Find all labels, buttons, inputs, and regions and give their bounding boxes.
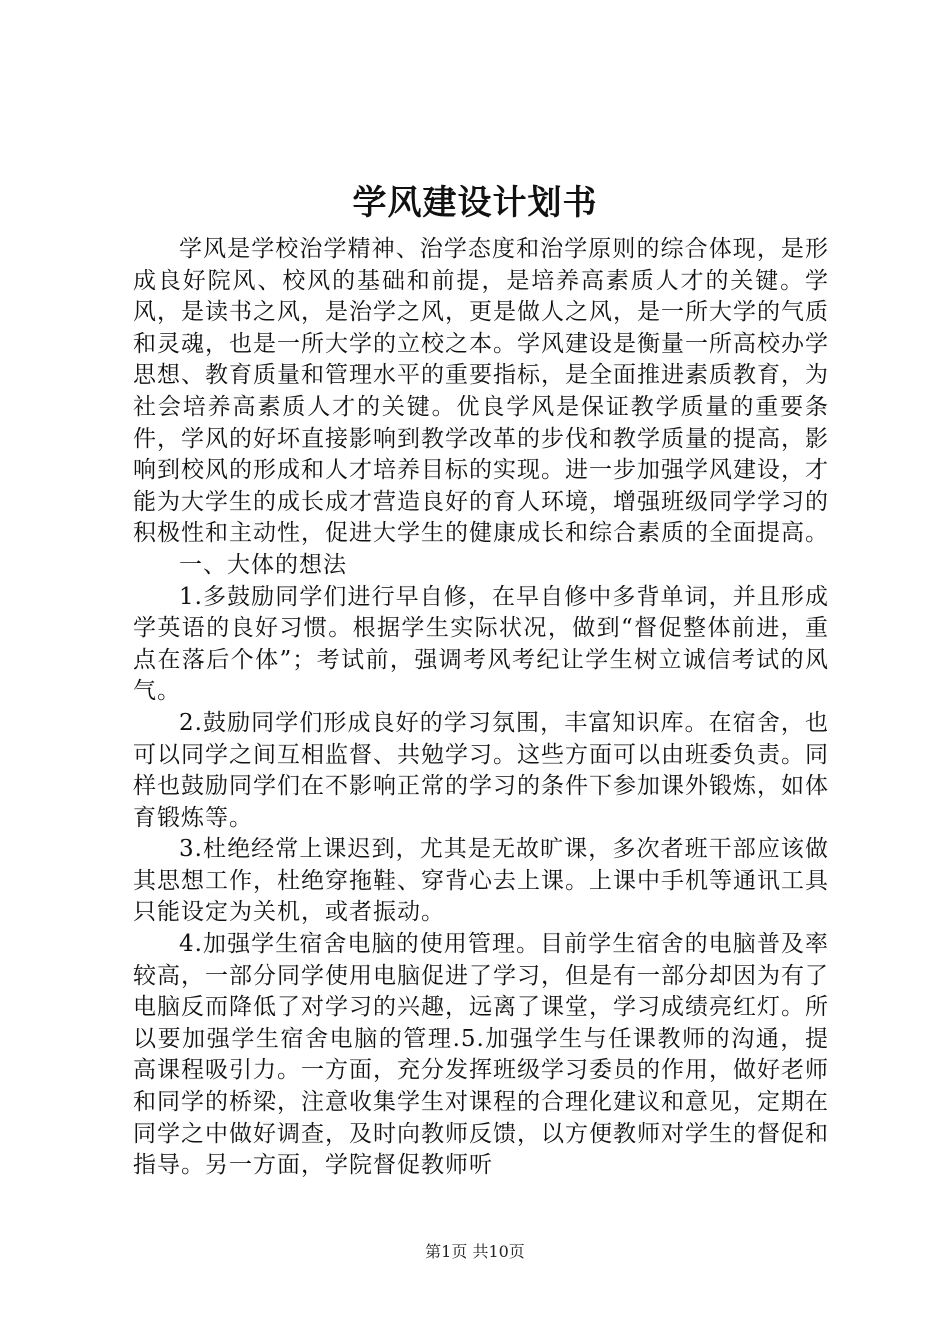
paragraph-item-3: 3.杜绝经常上课迟到，尤其是无故旷课，多次者班干部应该做其思想工作，杜绝穿拖鞋、穿背心去上课。上课中手机等通讯工具只能设定为关机，或者振动。	[133, 836, 829, 926]
document-title: 学风建设计划书	[352, 183, 598, 223]
page-number-footer: 第1页 共10页	[425, 1242, 525, 1261]
document-body	[133, 234, 829, 1182]
paragraph-intro: 学风是学校治学精神、治学态度和治学原则的综合体现，是形成良好院风、校风的基础和前提，是培养高素质人才的关键。学风，是读书之风，是治学之风，更是做人之风，是一所大学的气质和灵魂，也是一所大学的立校之本。学风建设是衡量一所高校办学思想、教育质量和管理水平的重要指标，是全面推进素质教育，为社会培养高素质人才的关键。优良学风是保证教学质量的重要条件，学风的好坏直接影响到教学改革的步伐和教学质量的提高，影响到校风的形成和人才培养目标的实现。进一步加强学风建设，才能为大学生的成长成才营造良好的育人环境，增强班级同学学习的积极性和主动性，促进大学生的健康成长和综合素质的全面提高。	[133, 236, 829, 547]
paragraph-item-4: 4.加强学生宿舍电脑的使用管理。目前学生宿舍的电脑普及率较高，一部分同学使用电脑促进了学习，但是有一部分却因为有了电脑反而降低了对学习的兴趣，远离了课堂，学习成绩亮红灯。所以要加强学生宿舍电脑的管理.5.加强学生与任课教师的沟通，提高课程吸引力。一方面，充分发挥班级学习委员的作用，做好老师和同学的桥梁，注意收集学生对课程的合理化建议和意见，定期在同学之中做好调查，及时向教师反馈，以方便教师对学生的督促和指导。另一方面，学院督促教师听	[133, 931, 829, 1179]
paragraph-item-1: 1.多鼓励同学们进行早自修，在早自修中多背单词，并且形成学英语的良好习惯。根据学生实际状况，做到“督促整体前进，重点在落后个体”；考试前，强调考风考纪让学生树立诚信考试的风气。	[133, 583, 829, 705]
section-heading: 一、大体的想法	[179, 551, 347, 578]
paragraph-item-2: 2.鼓励同学们形成良好的学习氛围，丰富知识库。在宿舍，也可以同学之间互相监督、共勉学习。这些方面可以由班委负责。同样也鼓励同学们在不影响正常的学习的条件下参加课外锻炼，如体育锻炼等。	[133, 709, 829, 831]
